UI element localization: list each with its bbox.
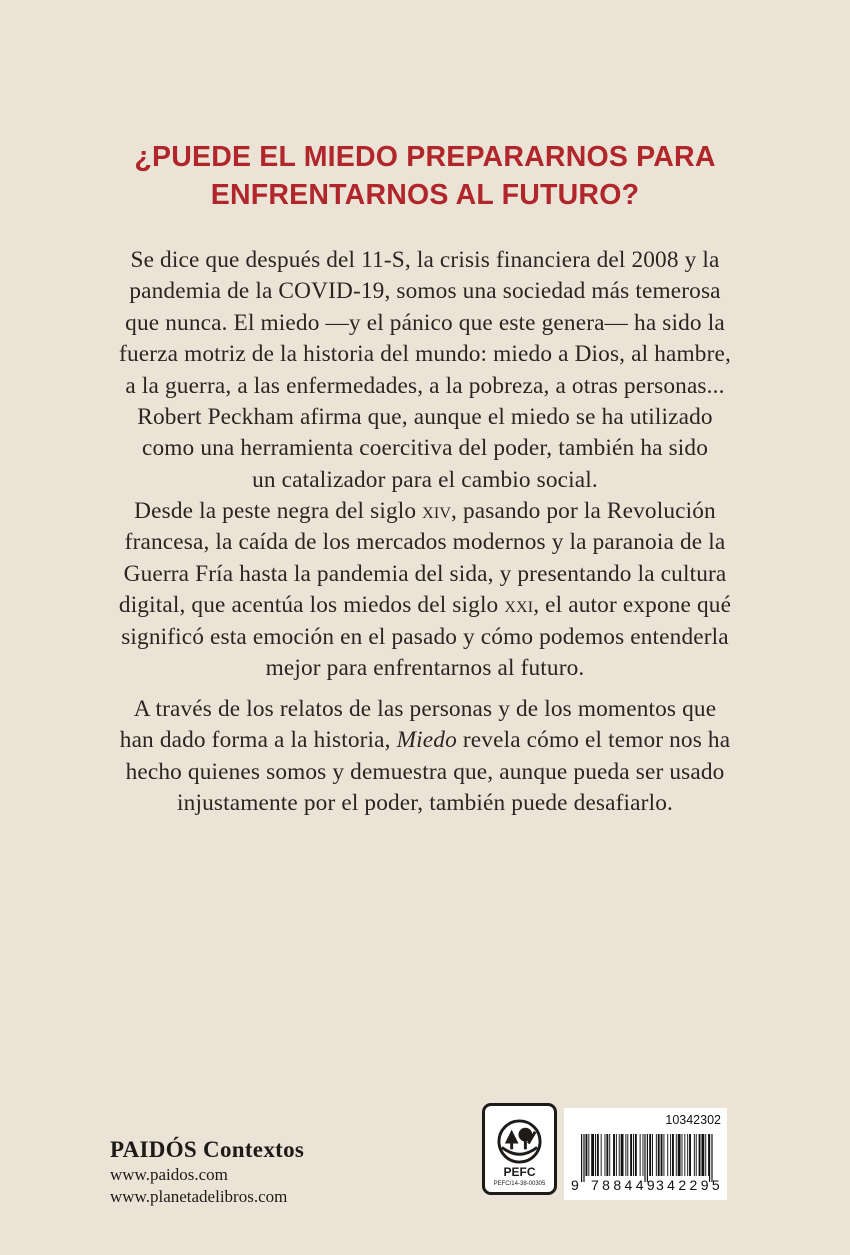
- barcode-bar: [670, 1134, 671, 1176]
- roman-numeral: xiv: [422, 498, 452, 524]
- synopsis-paragraph-2: [100, 496, 750, 684]
- barcode-bar: [640, 1134, 641, 1176]
- barcode-bar: [672, 1134, 674, 1176]
- text-segment: digital, que acentúa los miedos del siglo: [118, 592, 505, 619]
- barcode-bar: [581, 1134, 582, 1182]
- barcode-bar: [625, 1134, 626, 1176]
- barcode-bar: [687, 1134, 688, 1176]
- isbn-barcode: [564, 1108, 727, 1200]
- text-line: significó esta emoción en el pasado y cómo podemos entenderla: [121, 623, 729, 650]
- barcode-bar: [643, 1134, 644, 1176]
- barcode-bar: [633, 1134, 634, 1176]
- text-segment: , el autor expone qué: [533, 592, 732, 619]
- text-line: que nunca. El miedo —y el pánico que este genera— ha sido la: [125, 309, 725, 336]
- book-title: Miedo: [396, 727, 457, 754]
- barcode-bar: [678, 1134, 681, 1176]
- text-line: a la guerra, a las enfermedades, a la pobreza, a otras personas...: [125, 372, 725, 399]
- isbn-first-digit: 9: [571, 1177, 579, 1193]
- text-segment: , pasando por la Revolución: [451, 498, 716, 524]
- barcode-bar: [699, 1134, 701, 1176]
- barcode-bar: [606, 1134, 608, 1176]
- publisher-brand: PAIDÓS Contextos: [110, 1137, 305, 1162]
- pefc-tree-logo-icon: [496, 1118, 543, 1165]
- roman-numeral: xxi: [504, 592, 534, 619]
- barcode-bar: [609, 1134, 610, 1176]
- barcode-bar: [647, 1134, 648, 1182]
- synopsis-paragraph-3: [100, 694, 750, 820]
- barcode-bar: [613, 1134, 615, 1176]
- text-line: fuerza motriz de la historia del mundo: miedo a Dios, al hambre,: [119, 341, 731, 368]
- synopsis-paragraph-1: [100, 245, 750, 496]
- text-line: francesa, la caída de los mercados modernos y la paranoia de la: [124, 529, 726, 556]
- barcode-bar: [676, 1134, 677, 1176]
- text-segment: Desde la peste negra del siglo: [134, 498, 423, 524]
- barcode-bar: [708, 1134, 709, 1176]
- barcode-bar: [605, 1134, 606, 1176]
- barcode-bar: [711, 1134, 712, 1182]
- barcode-bar: [701, 1134, 704, 1176]
- barcode-bar: [694, 1134, 695, 1176]
- text-line: un catalizador para el cambio social.: [252, 466, 598, 493]
- barcode-bar: [619, 1134, 620, 1176]
- barcode-bar: [644, 1134, 645, 1182]
- text-line: pandemia de la COVID-19, somos una sociedad más temerosa: [129, 278, 721, 305]
- barcode-bar: [586, 1134, 588, 1176]
- publisher-url-planeta: www.planetadelibros.com: [110, 1187, 288, 1206]
- barcode-bar: [696, 1134, 697, 1176]
- barcode-bar: [588, 1134, 589, 1176]
- barcode-bar: [621, 1134, 624, 1176]
- text-line: Guerra Fría hasta la pandemia del sida, y presentando la cultura: [123, 560, 727, 587]
- internal-code: 10342302: [665, 1113, 721, 1127]
- text-line: [100, 725, 750, 756]
- barcode-bar: [656, 1134, 657, 1176]
- pefc-code: PEFC/14-38-00305: [493, 1181, 546, 1187]
- text-segment: revela cómo el temor nos ha: [456, 727, 731, 754]
- text-line: [100, 590, 750, 621]
- isbn-group-1: 788449: [591, 1177, 659, 1193]
- barcode-bar: [663, 1134, 664, 1176]
- text-line: A través de los relatos de las personas y de los momentos que: [133, 696, 717, 722]
- back-cover-headline: [0, 138, 850, 214]
- barcode-bar: [658, 1134, 660, 1176]
- pefc-label: PEFC: [503, 1165, 536, 1179]
- barcode-bar: [595, 1134, 596, 1176]
- text-line: injustamente por el poder, también puede desafiarlo.: [177, 790, 673, 817]
- barcode-bar: [709, 1134, 710, 1182]
- barcode-bar: [689, 1134, 691, 1176]
- headline-line-2: ENFRENTARNOS AL FUTURO?: [210, 179, 640, 211]
- barcode-bar: [684, 1134, 685, 1176]
- pefc-certification-badge: [482, 1103, 557, 1195]
- barcode-bar: [616, 1134, 617, 1176]
- barcode-bars: [567, 1134, 724, 1182]
- barcode-bar: [627, 1134, 628, 1176]
- publisher-block: [110, 1136, 304, 1208]
- text-line: Se dice que después del 11-S, la crisis financiera del 2008 y la: [130, 247, 720, 273]
- barcode-bar: [583, 1134, 584, 1182]
- text-line: [100, 496, 750, 527]
- isbn-group-2: 342295: [656, 1177, 724, 1193]
- barcode-bar: [597, 1134, 599, 1176]
- barcode-bar: [591, 1134, 594, 1176]
- barcode-bar: [667, 1134, 668, 1176]
- publisher-url-paidos: www.paidos.com: [110, 1165, 228, 1184]
- text-segment: han dado forma a la historia,: [119, 727, 397, 754]
- barcode-bar: [630, 1134, 632, 1176]
- barcode-bar: [682, 1134, 683, 1176]
- headline-line-1: ¿PUEDE EL MIEDO PREPARARNOS PARA: [134, 141, 716, 173]
- text-line: hecho quienes somos y demuestra que, aunque pueda ser usado: [125, 758, 725, 785]
- barcode-bar: [652, 1134, 653, 1176]
- barcode-bar: [661, 1134, 663, 1176]
- text-line: mejor para enfrentarnos al futuro.: [265, 655, 585, 682]
- text-line: Robert Peckham afirma que, aunque el miedo se ha utilizado: [137, 404, 713, 431]
- barcode-bar: [601, 1134, 602, 1176]
- barcode-bar: [649, 1134, 651, 1176]
- barcode-bar: [705, 1134, 706, 1176]
- text-line: como una herramienta coercitiva del poder, también ha sido: [141, 435, 709, 462]
- barcode-bar: [635, 1134, 637, 1176]
